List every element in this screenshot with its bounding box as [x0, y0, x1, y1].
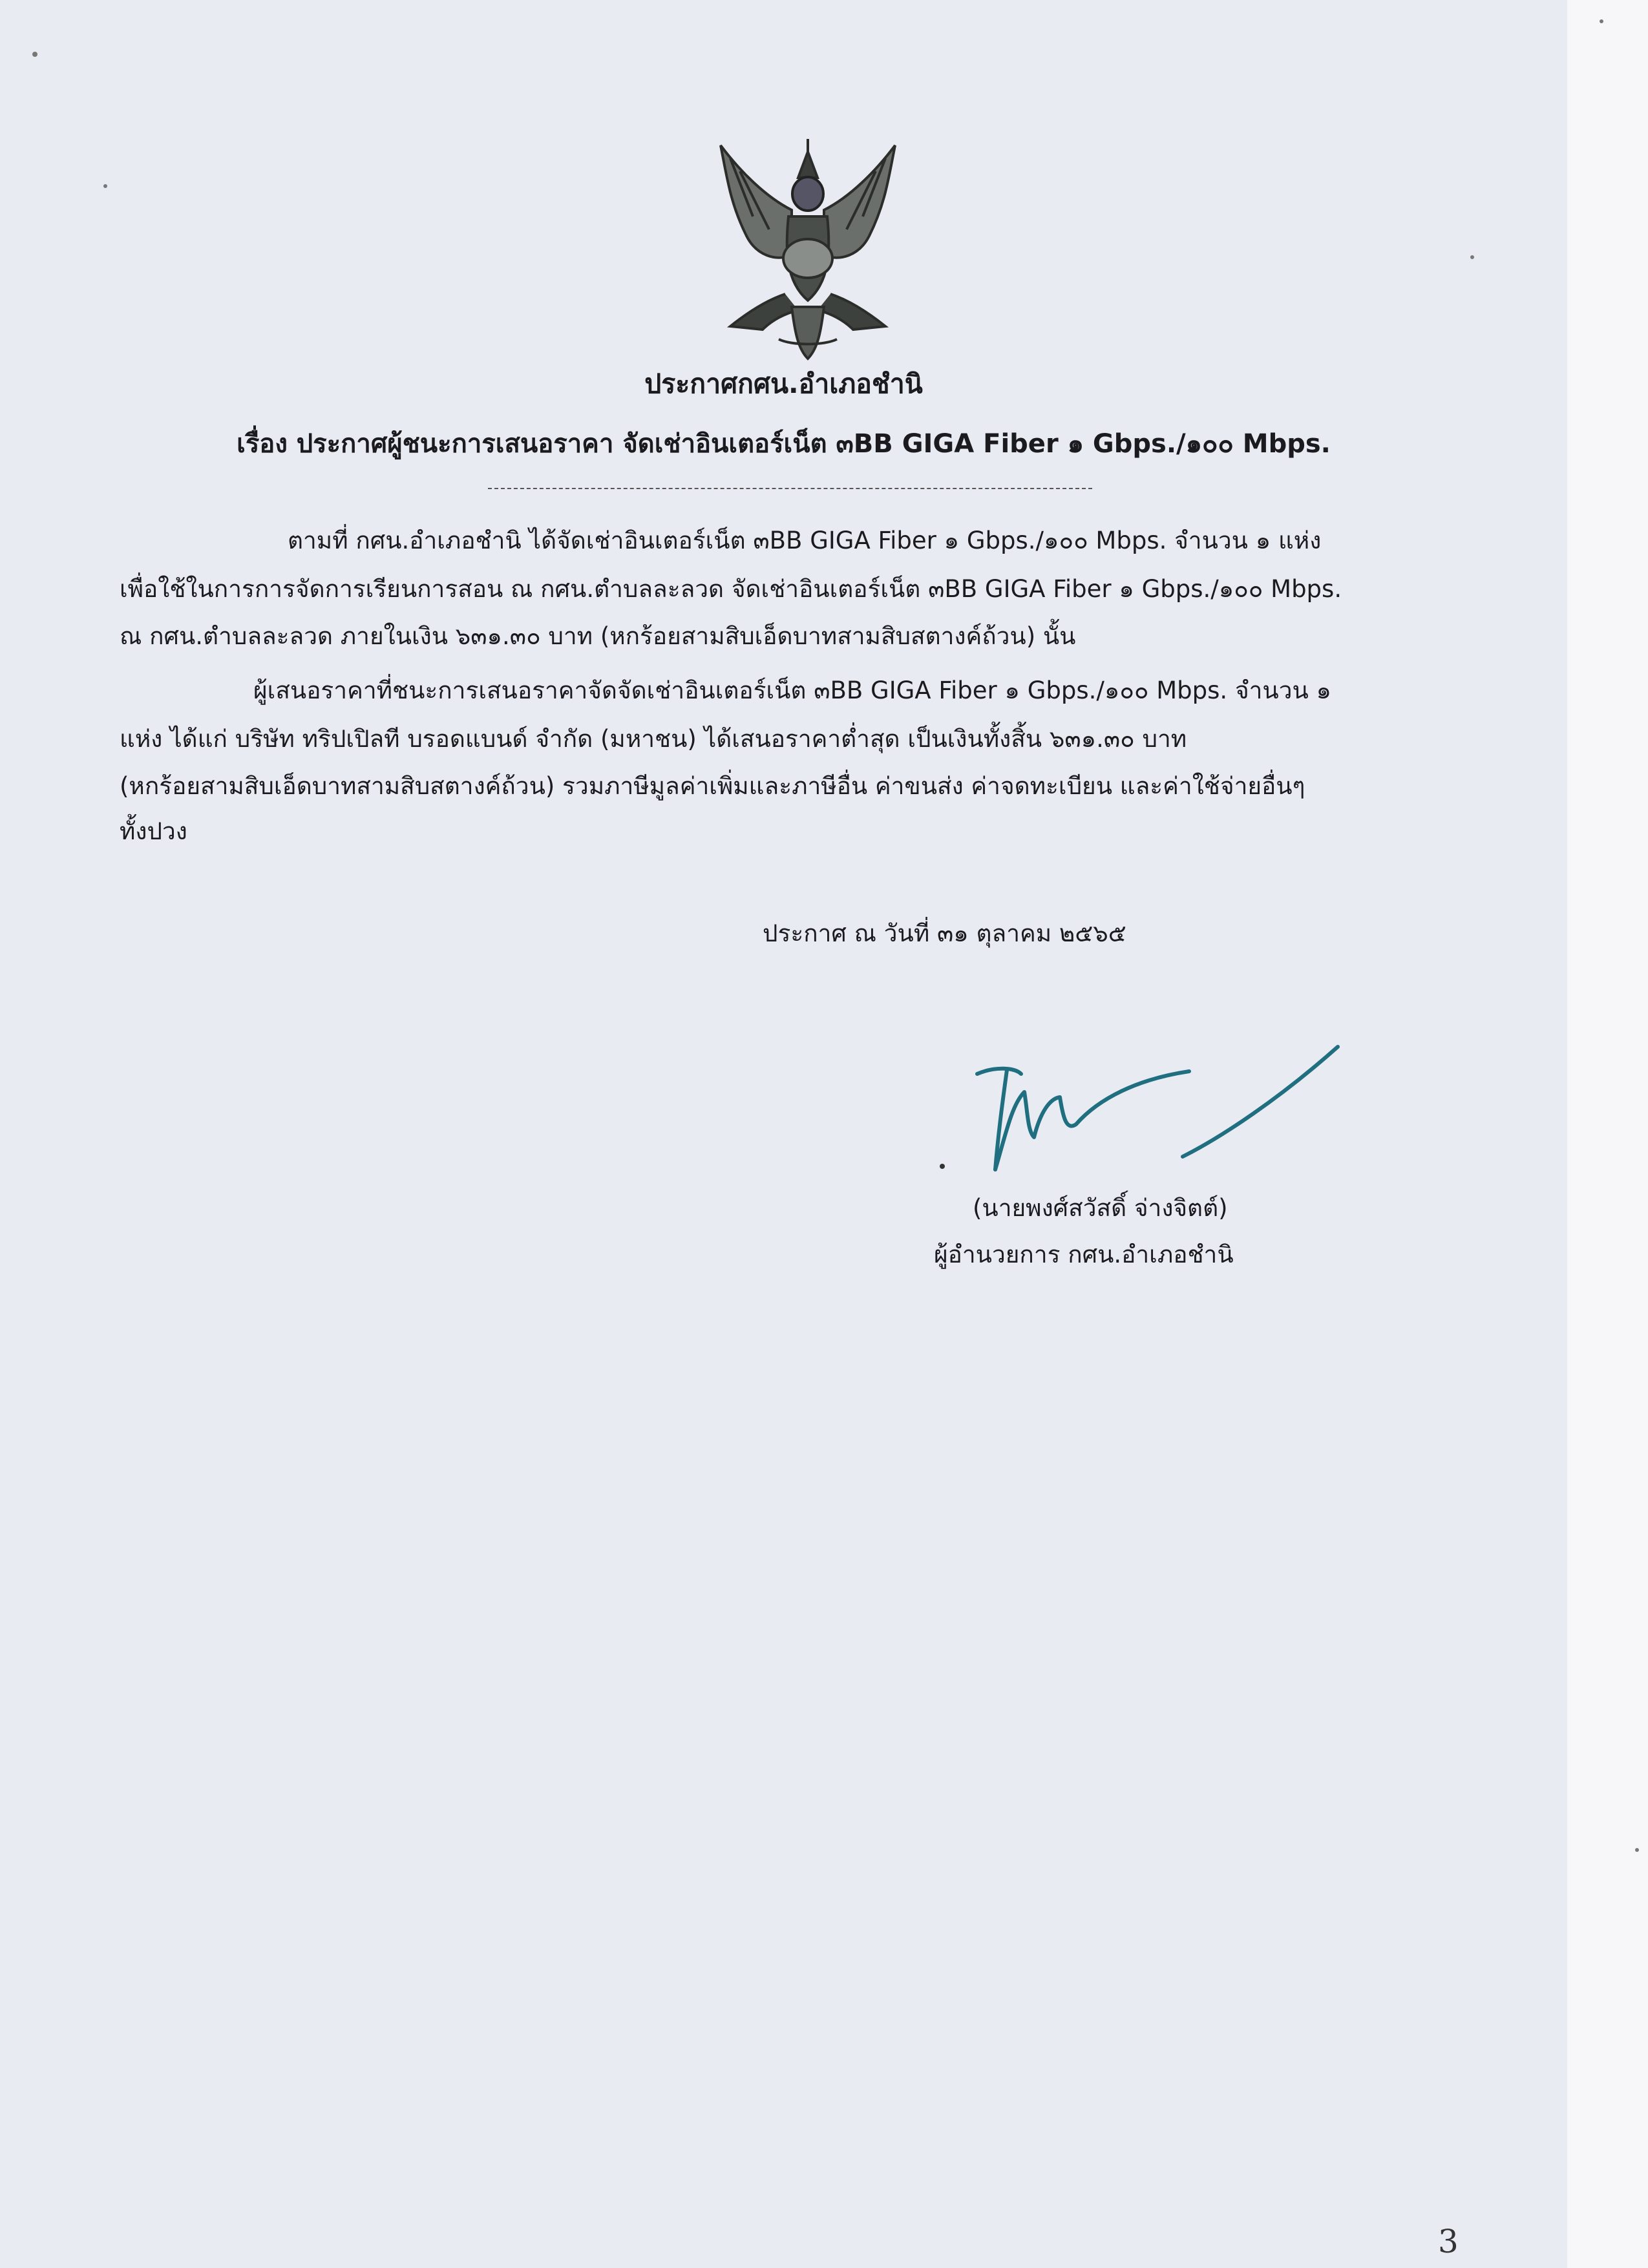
body-line: ทั้งปวง — [120, 817, 187, 845]
announcement-title: ประกาศกศน.อำเภอชำนิ — [644, 368, 923, 399]
body-line: แห่ง ได้แก่ บริษัท ทริปเปิลที บรอดแบนด์ จำกัด (มหาชน) ได้เสนอราคาต่ำสุด เป็นเงินทั้งสิ้น ๖๓๑.๓๐ บาท — [120, 725, 1187, 753]
body-line: เพื่อใช้ในการการจัดการเรียนการสอน ณ กศน.ตำบลละลวด จัดเช่าอินเตอร์เน็ต ๓BB GIGA Fiber ๑ Gbps./๑๐๐ Mbps. — [120, 575, 1342, 603]
announcement-date: ประกาศ ณ วันที่ ๓๑ ตุลาคม ๒๕๖๕ — [763, 919, 1126, 947]
body-line: (หกร้อยสามสิบเอ็ดบาทสามสิบสตางค์ถ้วน) รวมภาษีมูลค่าเพิ่มและภาษีอื่น ค่าขนส่ง ค่าจดทะเบียน และค่าใช้จ่ายอื่นๆ — [120, 772, 1305, 800]
scan-speck — [32, 52, 37, 57]
scan-speck — [1600, 19, 1603, 23]
dashed-divider — [488, 488, 1092, 489]
body-line: ณ กศน.ตำบลละลวด ภายในเงิน ๖๓๑.๓๐ บาท (หกร้อยสามสิบเอ็ดบาทสามสิบสตางค์ถ้วน) นั้น — [120, 622, 1076, 650]
body-line: ผู้เสนอราคาที่ชนะการเสนอราคาจัดจัดเช่าอินเตอร์เน็ต ๓BB GIGA Fiber ๑ Gbps./๑๐๐ Mbps. จำนวน ๑ — [253, 677, 1332, 704]
handwritten-signature — [931, 1027, 1351, 1182]
garuda-emblem — [701, 132, 914, 365]
signer-position: ผู้อำนวยการ กศน.อำเภอชำนิ — [934, 1241, 1234, 1268]
scan-margin — [1567, 0, 1648, 2268]
scan-speck — [103, 184, 107, 188]
page-mark: 3 — [1438, 2223, 1459, 2260]
scan-speck — [1635, 1848, 1639, 1852]
signer-name: (นายพงศ์สวัสดิ์ จ่างจิตต์) — [973, 1194, 1228, 1222]
scan-speck — [1470, 255, 1474, 259]
body-line: ตามที่ กศน.อำเภอชำนิ ได้จัดเช่าอินเตอร์เน็ต ๓BB GIGA Fiber ๑ Gbps./๑๐๐ Mbps. จำนวน ๑ แห่ง — [288, 527, 1322, 554]
announcement-subject: เรื่อง ประกาศผู้ชนะการเสนอราคา จัดเช่าอินเตอร์เน็ต ๓BB GIGA Fiber ๑ Gbps./๑๐๐ Mbps. — [237, 429, 1331, 459]
